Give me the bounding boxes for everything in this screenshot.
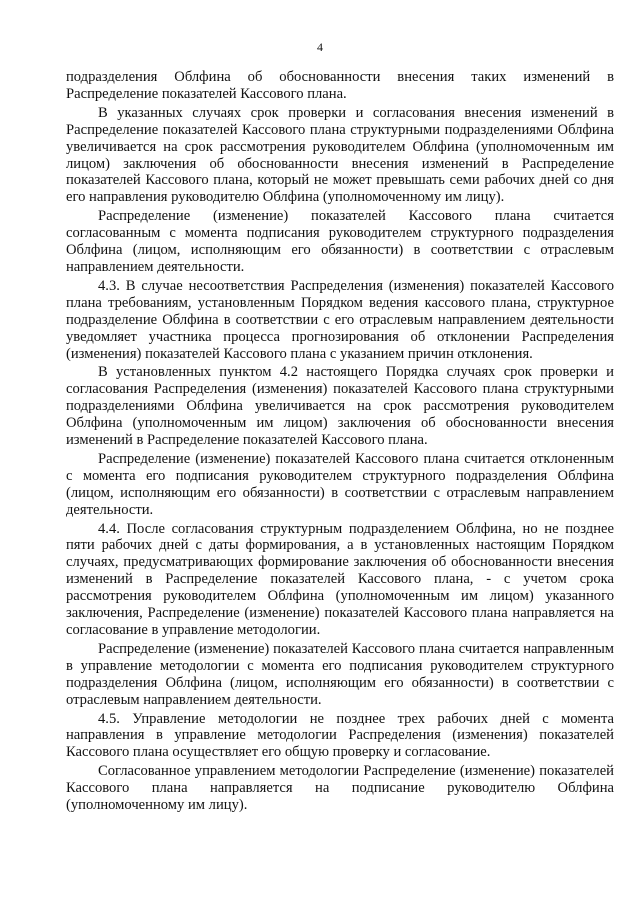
paragraph-review-period: В указанных случаях срок проверки и согласования внесения изменений в Распределение показателей Кассового плана структурными подразделениями Облфина увеличивается на срок рассмотрения руководителем Облфина (уполномоченным им лицом) заключения об обоснованности внесения изменений в Распределение показателей Кассового плана, который не может превышать семи рабочих дней со дня его направления руководителю Облфина (уполномоченному им лицу). bbox=[66, 104, 614, 206]
paragraph-continuation: подразделения Облфина об обоснованности внесения таких изменений в Распределение показателей Кассового плана. bbox=[66, 69, 614, 102]
paragraph-review-extension: В установленных пунктом 4.2 настоящего Порядка случаях срок проверки и согласования Распределения (изменения) показателей Кассового плана структурными подразделениями Облфина увеличивается на срок рассмотрения руководителем Облфина (уполномоченным им лицом) заключения об обоснованности внесения изменений в Распределение показателей Кассового плана. bbox=[66, 364, 614, 449]
paragraph-4-4: 4.4. После согласования структурным подразделением Облфина, но не позднее пяти рабочих дней с даты формирования, а в установленных настоящим Порядком случаях, предусматривающих формирование заключения об обоснованности внесения изменений в Распределение показателей Кассового плана, - с учетом срока рассмотрения руководителем Облфина (уполномоченным им лицом) указанного заключения, Распределение (изменение) показателей Кассового плана направляется на согласование в управление методологии. bbox=[66, 520, 614, 638]
paragraph-sent-moment: Распределение (изменение) показателей Кассового плана считается направленным в управление методологии с момента его подписания руководителем структурного подразделения Облфина (лицом, исполняющим его обязанности) в соответствии с отраслевым направлением деятельности. bbox=[66, 640, 614, 708]
paragraph-approval-moment: Распределение (изменение) показателей Кассового плана считается согласованным с момента подписания руководителем структурного подразделения Облфина (лицом, исполняющим его обязанности) в соответствии с отраслевым направлением деятельности. bbox=[66, 208, 614, 275]
document-body bbox=[66, 69, 614, 816]
paragraph-4-3: 4.3. В случае несоответствия Распределения (изменения) показателей Кассового плана требованиям, установленным Порядком ведения кассового плана, структурное подразделение Облфина в соответствии с его отраслевым направлением деятельности уведомляет участника процесса прогнозирования об отклонении Распределения (изменения) показателей Кассового плана с указанием причин отклонения. bbox=[66, 277, 614, 362]
paragraph-rejection-moment: Распределение (изменение) показателей Кассового плана считается отклоненным с момента его подписания руководителем структурного подразделения Облфина (лицом, исполняющим его обязанности) в соответствии с отраслевым направлением деятельности. bbox=[66, 450, 614, 518]
paragraph-signing: Согласованное управлением методологии Распределение (изменение) показателей Кассового плана направляется на подписание руководителю Облфина (уполномоченному им лицу). bbox=[66, 763, 614, 814]
page-number: 4 bbox=[317, 40, 323, 54]
paragraph-4-5: 4.5. Управление методологии не позднее трех рабочих дней с момента направления в управление методологии Распределения (изменения) показателей Кассового плана осуществляет его общую проверку и согласование. bbox=[66, 710, 614, 761]
